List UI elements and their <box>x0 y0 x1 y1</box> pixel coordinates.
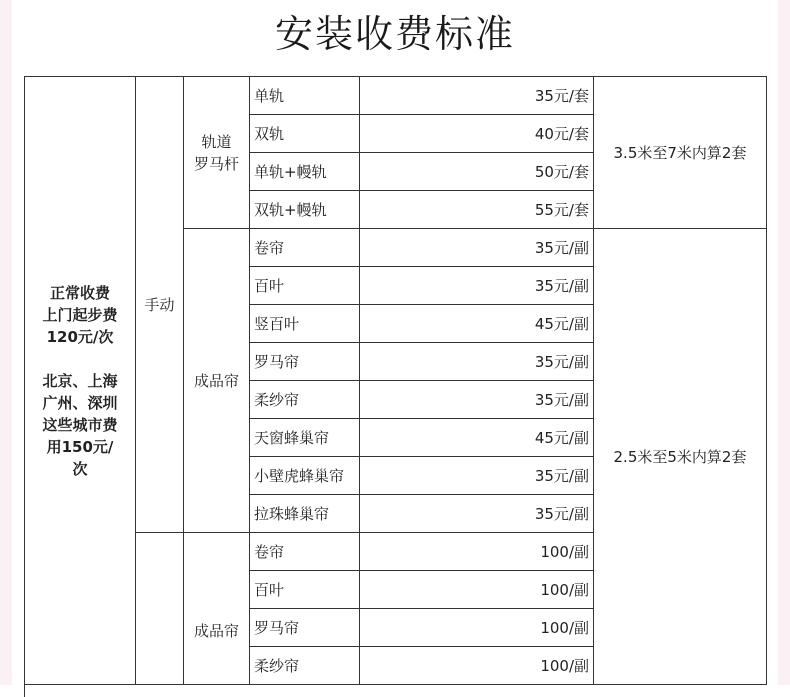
note-product-cell: 2.5米至5米内算2套 <box>594 229 767 685</box>
item-cell: 双轨+幔轨 <box>250 191 360 229</box>
price-cell: 45元/副 <box>360 305 594 343</box>
price-cell: 45元/副 <box>360 419 594 457</box>
price-cell: 50元/套 <box>360 153 594 191</box>
price-cell: 35元/副 <box>360 495 594 533</box>
item-cell: 竖百叶 <box>250 305 360 343</box>
price-cell: 35元/副 <box>360 267 594 305</box>
price-cell: 35元/副 <box>360 457 594 495</box>
group-product-cell-2: 成品帘 <box>184 533 250 685</box>
price-cell: 100/副 <box>360 571 594 609</box>
page-edge-left <box>0 0 12 685</box>
item-cell: 小壁虎蜂巢帘 <box>250 457 360 495</box>
fee-table <box>24 76 767 697</box>
group-track-cell: 轨道 罗马杆 <box>184 77 250 229</box>
item-cell: 罗马帘 <box>250 343 360 381</box>
item-cell: 罗马帘 <box>250 609 360 647</box>
item-cell: 卷帘 <box>250 229 360 267</box>
item-cell: 百叶 <box>250 571 360 609</box>
item-cell: 柔纱帘 <box>250 381 360 419</box>
item-cell: 双轨 <box>250 115 360 153</box>
price-cell: 55元/套 <box>360 191 594 229</box>
price-cell: 100/副 <box>360 533 594 571</box>
item-cell: 天窗蜂巢帘 <box>250 419 360 457</box>
fee-summary-cell: 正常收费 上门起步费 120元/次 北京、上海 广州、深圳 这些城市费 用150元/ 次 <box>25 77 136 685</box>
item-cell: 柔纱帘 <box>250 647 360 685</box>
item-cell: 百叶 <box>250 267 360 305</box>
price-cell: 100/副 <box>360 609 594 647</box>
item-cell: 单轨+幔轨 <box>250 153 360 191</box>
item-cell: 卷帘 <box>250 533 360 571</box>
page-edge-right <box>778 0 790 685</box>
price-cell: 35元/套 <box>360 77 594 115</box>
page-title: 安装收费标准 <box>274 12 515 56</box>
price-cell: 40元/套 <box>360 115 594 153</box>
price-cell: 100/副 <box>360 647 594 685</box>
price-cell: 35元/副 <box>360 381 594 419</box>
mode-manual-cell: 手动 <box>136 77 184 533</box>
note-track-cell: 3.5米至7米内算2套 <box>594 77 767 229</box>
group-product-cell: 成品帘 <box>184 229 250 533</box>
price-cell: 35元/副 <box>360 343 594 381</box>
price-cell: 35元/副 <box>360 229 594 267</box>
mode-blank-cell <box>136 533 184 685</box>
item-cell: 单轨 <box>250 77 360 115</box>
item-cell: 拉珠蜂巢帘 <box>250 495 360 533</box>
